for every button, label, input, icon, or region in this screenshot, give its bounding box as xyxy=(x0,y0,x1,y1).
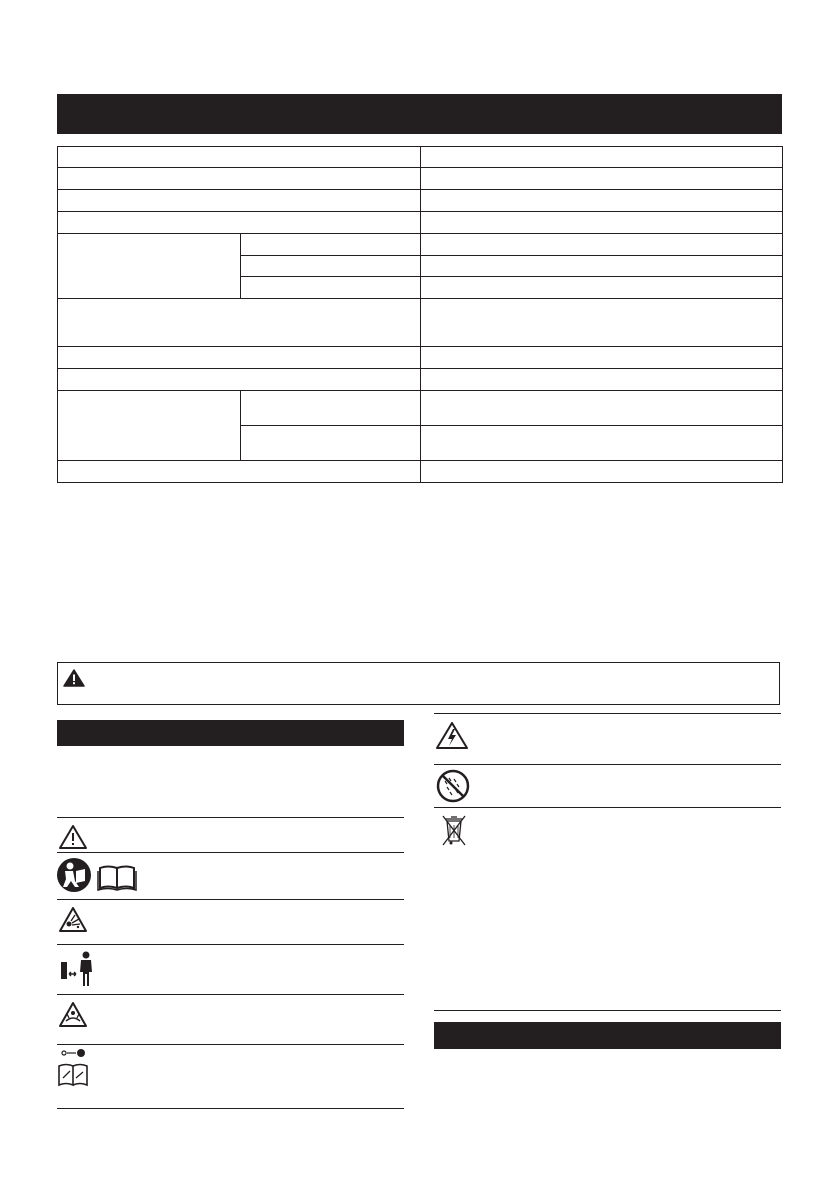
spec-sublabel-cell xyxy=(241,391,421,426)
spec-value-cell xyxy=(421,347,783,369)
spec-label-cell xyxy=(58,168,421,190)
spec-label-cell xyxy=(58,461,421,483)
intended-use-header-bar xyxy=(434,1022,781,1049)
keep-bystanders-away-icon xyxy=(58,950,96,988)
spec-sublabel-cell xyxy=(241,234,421,256)
table-row xyxy=(58,190,783,212)
warning-triangle-icon xyxy=(63,669,85,687)
table-row xyxy=(58,168,783,190)
table-row xyxy=(58,234,783,256)
specifications-header-bar xyxy=(57,94,782,134)
table-row xyxy=(58,369,783,391)
spec-sublabel-cell xyxy=(241,277,421,299)
remove-key-manual-icon xyxy=(56,1049,92,1091)
warning-box xyxy=(57,662,780,705)
spec-group-cell xyxy=(58,234,241,299)
table-row xyxy=(58,212,783,234)
spec-sublabel-cell xyxy=(241,256,421,277)
spec-value-cell xyxy=(421,147,783,168)
spec-value-cell xyxy=(421,426,783,461)
divider xyxy=(434,764,781,765)
spec-group-cell xyxy=(58,391,241,461)
divider xyxy=(57,994,404,995)
crossed-bin-icon xyxy=(441,813,467,847)
spec-label-cell xyxy=(58,190,421,212)
divider xyxy=(57,1044,404,1045)
divider xyxy=(434,807,781,808)
spec-label-cell xyxy=(58,369,421,391)
warning-triangle-icon xyxy=(58,824,88,850)
spec-value-cell xyxy=(421,168,783,190)
spec-value-cell xyxy=(421,461,783,483)
spec-value-cell xyxy=(421,391,783,426)
spec-label-cell xyxy=(58,347,421,369)
spec-label-cell xyxy=(58,212,421,234)
table-row xyxy=(58,299,783,347)
spec-value-cell xyxy=(421,299,783,347)
table-row xyxy=(58,347,783,369)
flying-objects-icon xyxy=(58,906,88,934)
spec-value-cell xyxy=(421,369,783,391)
spec-value-cell xyxy=(421,190,783,212)
table-row xyxy=(58,391,783,426)
electric-shock-icon xyxy=(435,721,469,751)
divider xyxy=(57,1108,404,1109)
divider xyxy=(57,899,404,900)
divider xyxy=(434,1010,781,1011)
divider xyxy=(57,944,404,945)
kickback-icon xyxy=(58,1001,88,1029)
spec-value-cell xyxy=(421,256,783,277)
table-row xyxy=(58,461,783,483)
divider xyxy=(57,852,404,853)
spec-label-cell xyxy=(58,147,421,168)
symbols-section-header-bar xyxy=(57,720,404,746)
spec-value-cell xyxy=(421,277,783,299)
spec-value-cell xyxy=(421,212,783,234)
spec-value-cell xyxy=(421,234,783,256)
divider xyxy=(434,713,781,714)
specifications-table xyxy=(57,146,783,483)
spec-sublabel-cell xyxy=(241,426,421,461)
divider xyxy=(57,817,404,818)
spec-label-cell xyxy=(58,299,421,347)
no-rain-icon xyxy=(435,768,471,804)
read-manual-icon xyxy=(56,857,146,893)
table-row xyxy=(58,147,783,168)
